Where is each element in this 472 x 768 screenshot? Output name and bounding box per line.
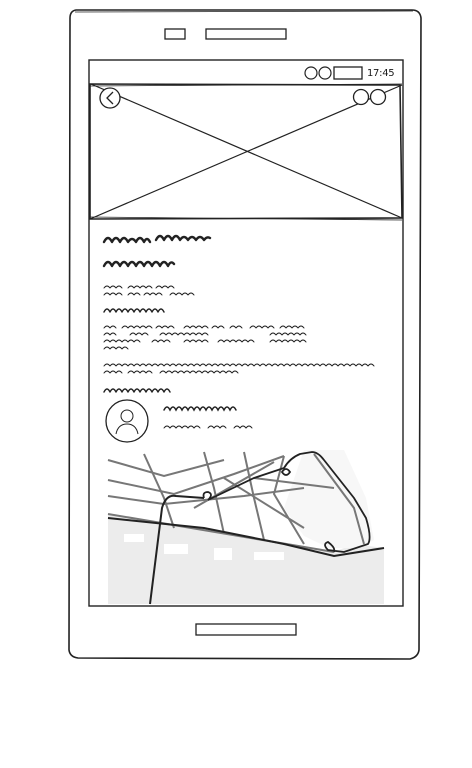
meta-line (104, 293, 194, 295)
content-text (100, 226, 390, 426)
action-circle-icon (354, 90, 369, 105)
paragraph-line (104, 326, 304, 328)
hero-actions[interactable] (350, 86, 392, 108)
title-line (104, 236, 210, 242)
paragraph-line (104, 364, 374, 366)
paragraph-line (104, 340, 306, 342)
meta-line (104, 286, 174, 288)
author-avatar[interactable] (104, 398, 152, 444)
author-meta-line (164, 426, 252, 428)
paragraph-line (104, 347, 128, 349)
route-map[interactable] (104, 448, 386, 608)
action-circle-icon (371, 90, 386, 105)
author-name-line (164, 407, 236, 410)
paragraph-line (104, 371, 238, 373)
phone-earpiece (160, 26, 295, 44)
back-button[interactable] (98, 86, 124, 112)
battery-icon (334, 67, 362, 79)
author-info (160, 400, 280, 440)
user-avatar-icon (116, 410, 138, 434)
paragraph-line (104, 333, 306, 335)
subheading-line (104, 309, 164, 312)
subheading-line (104, 389, 170, 392)
home-button[interactable] (192, 620, 300, 640)
status-time: 17:45 (367, 68, 395, 79)
title-line (104, 262, 174, 266)
